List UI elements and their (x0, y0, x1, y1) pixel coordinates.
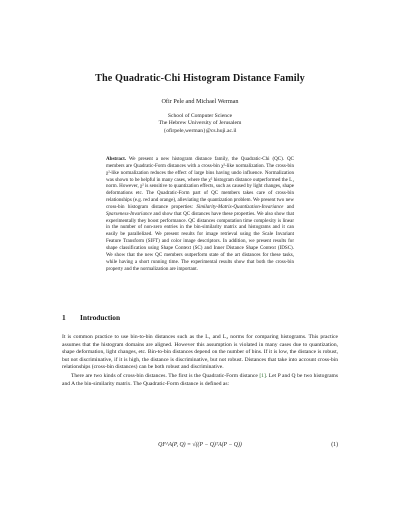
introduction-body (62, 334, 338, 388)
author-affiliation (0, 113, 400, 135)
paper-authors: Ofir Pele and Michael Werman (161, 98, 239, 105)
abstract-text: and show that QC distances have these properties. We also show that experimentally they boost performance. QC distances computation time complexity is linear in the number of non-zero entries in the bin-similarity matrix and histograms and it can easily be parallelized. We present results for image retrieval using the Scale Invariant Feature Transform (SIFT) and color image descriptors. In addition, we present results for shape classification using Shape Context (SC) and Inner Distance Shape Context (IDSC). We show that the new QC members outperform state of the art distances for these tasks, while having a short running time. The experimental results show that both the cross-bin property and the normalization are important. (106, 210, 294, 272)
paper-title: The Quadratic-Chi Histogram Distance Family (95, 73, 305, 84)
abstract-text: and (286, 203, 295, 210)
section-heading (62, 313, 342, 322)
section-title: Introduction (80, 313, 121, 322)
abstract-term: Sparseness-Invariance (106, 210, 152, 217)
abstract-label: Abstract. (106, 156, 127, 162)
paragraph-text: There are two kinds of cross-bin distances. The first is the Quadratic-Form distance (71, 372, 258, 379)
citation-link[interactable]: [1] (259, 372, 266, 379)
author-email: {ofirpele,werman}@cs.huji.ac.il (163, 127, 237, 134)
equation-number: (1) (331, 442, 338, 448)
paragraph: It is common practice to use bin-to-bin distances such as the L₁ and L₂ norms for comparing histograms. This practice assumes that the histogram domains are aligned. However this assumption is violated in many cases due to quantization, shape deformation, light changes, etc. Bin-to-bin distances depend on the number of bins. If it is low, the distance is robust, but not discriminative, if it is high, the distance is discriminative, but not robust. Distances that take into account cross-bin relationships (cross-bin distances) can be both robust and discriminative. (62, 334, 338, 371)
affiliation-line: The Hebrew University of Jerusalem (158, 120, 242, 127)
paragraph (62, 373, 338, 388)
affiliation-line: School of Computer Science (167, 113, 233, 119)
abstract (106, 156, 294, 272)
abstract-text: We present a new histogram distance family, the Quadratic-Chi (QC). QC members are Quadratic-Form distances with a cross-bin χ²-like normalization. The cross-bin χ²-like normalization reduces the effect of large bins having undo influence. Normalization was shown to be helpful in many cases, where the χ² histogram distance outperformed the L₁ norm. However, χ² is sensitive to quantization effects, such as caused by light changes, shape deformations etc. The Quadratic-Form part of QC members takes care of cross-bin relationships (e.g. red and orange), alleviating the quantization problem. We present two new cross-bin histogram distance properties: (106, 156, 294, 210)
equation (62, 442, 338, 452)
paragraph-text: . Let P and Q be two histograms and A the bin-similarity matrix. The Quadratic-Form distance is defined as: (62, 372, 339, 387)
section-number: 1 (62, 313, 66, 322)
abstract-term: Similarity-Matrix-Quantization-Invariance (196, 203, 284, 210)
equation-expression: QF^A(P, Q) = √((P − Q)ᵀA(P − Q)) (158, 442, 242, 448)
